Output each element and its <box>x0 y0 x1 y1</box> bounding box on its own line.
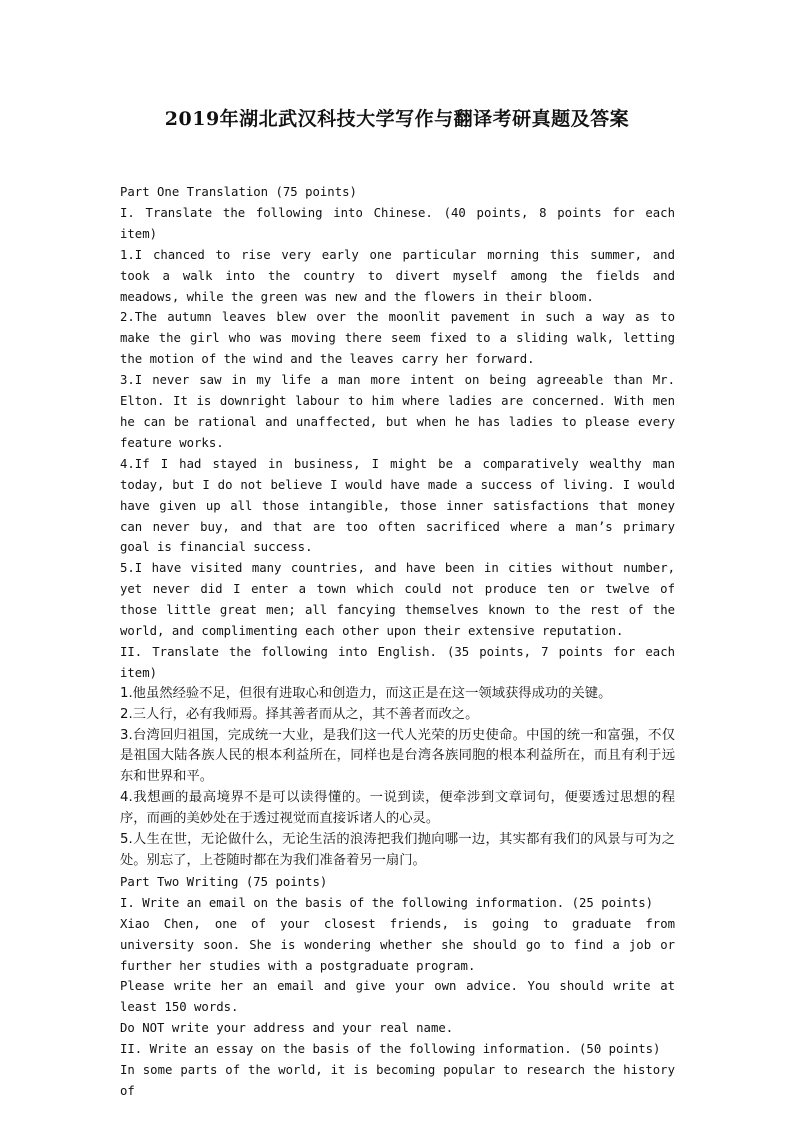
paragraph: 3.台湾回归祖国，完成统一大业，是我们这一代人光荣的历史使命。中国的统一和富强，不仅是祖国大陆各族人民的根本利益所在，同样也是台湾各族同胞的根本利益所在，而且有利于远东和世界和平。 <box>120 727 675 785</box>
paragraph: I. Translate the following into Chinese. (40 points, 8 points for each item) <box>120 205 675 241</box>
paragraph: 1.他虽然经验不足，但很有进取心和创造力，而这正是在这一领域获得成功的关键。 <box>120 685 612 701</box>
paragraph: 4.我想画的最高境界不是可以读得懂的。一说到读，便牵涉到文章词句，便要透过思想的程序，而画的美妙处在于透过视觉而直接诉诸人的心灵。 <box>120 790 675 827</box>
paragraph: II. Write an essay on the basis of the following information. (50 points) <box>120 1042 661 1057</box>
paragraph: 5.I have visited many countries, and have been in cities without number, yet never did I enter a town which could not produce ten or twelve of those little great men; all fancying themselves known to the rest of the world, and complimenting each other upon their extensive reputation. <box>120 561 675 639</box>
paragraph: 5.人生在世，无论做什么，无论生活的浪涛把我们抛向哪一边，其实都有我们的风景与可为之处。别忘了，上苍随时都在为我们准备着另一扇门。 <box>120 832 675 868</box>
paragraph: Part One Translation (75 points) <box>120 185 357 199</box>
paragraph: 2.三人行，必有我师焉。择其善者而从之，其不善者而改之。 <box>120 706 479 722</box>
document-body <box>120 182 675 1102</box>
paragraph: Part Two Writing (75 points) <box>120 874 328 889</box>
paragraph: Do NOT write your address and your real name. <box>120 1021 454 1036</box>
document-title: 2019年湖北武汉科技大学写作与翻译考研真题及答案 <box>164 108 630 130</box>
paragraph: 4.If I had stayed in business, I might be a comparatively wealthy man today, but I do not believe I would have made a success of living. I would have given up all those intangible, those inner satisfactions that money can never buy, and that are too often sacrificed where a man’s primary goal is financial success. <box>120 456 675 555</box>
paragraph: Xiao Chen, one of your closest friends, is going to graduate from university soon. She is wondering whether she should go to find a job or further her studies with a postgraduate program. <box>120 916 675 973</box>
paragraph: Please write her an email and give your own advice. You should write at least 150 words. <box>120 979 675 1015</box>
paragraph: II. Translate the following into English. (35 points, 7 points for each item) <box>120 644 675 680</box>
paragraph: 3.I never saw in my life a man more intent on being agreeable than Mr. Elton. It is downright labour to him where ladies are concerned. With men he can be rational and unaffected, but when he has ladies to please every feature works. <box>120 373 675 450</box>
paragraph: 1.I chanced to rise very early one particular morning this summer, and took a walk into the country to divert myself among the fields and meadows, while the green was new and the flowers in their bloom. <box>120 247 675 304</box>
paragraph: I. Write an email on the basis of the following information. (25 points) <box>120 895 654 910</box>
paragraph: In some parts of the world, it is becoming popular to research the history of <box>120 1063 675 1098</box>
paragraph: 2.The autumn leaves blew over the moonlit pavement in such a way as to make the girl who was moving there seem fixed to a sliding walk, letting the motion of the wind and the leaves carry her forward. <box>120 310 675 367</box>
